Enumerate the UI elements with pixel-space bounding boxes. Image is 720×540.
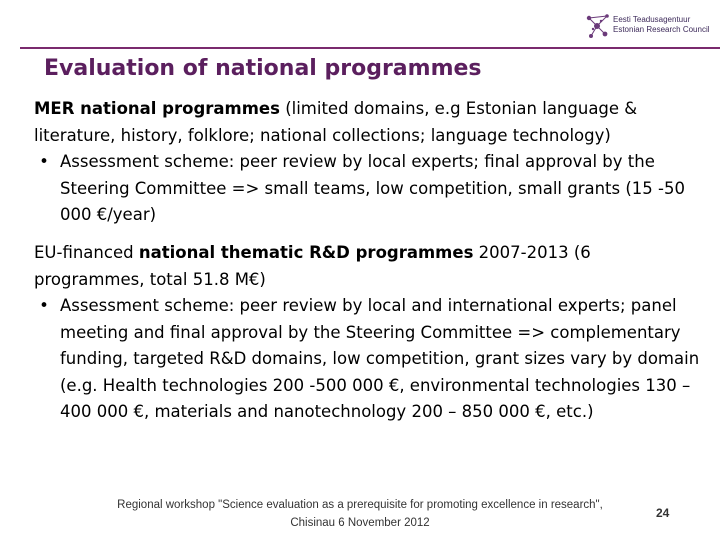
- page-number: 24: [656, 506, 670, 520]
- section1-intro: [34, 96, 704, 149]
- logo-line-english: Estonian Research Council: [613, 25, 710, 34]
- research-council-logo: [585, 12, 710, 42]
- footer-line-2: Chisinau 6 November 2012: [290, 517, 430, 529]
- section-eu-programmes: [34, 240, 704, 426]
- research-council-logo-icon: [585, 12, 611, 40]
- section1-intro-rest: (limited domains, e.g Estonian language & literature, history, folklore; national collections; language technology): [34, 99, 638, 145]
- section1-bullet: [34, 149, 704, 229]
- footer-line-1: Regional workshop "Science evaluation as a prerequisite for promoting excellence in research",: [117, 499, 603, 511]
- header-divider: [20, 47, 720, 49]
- bullet-marker: •: [39, 296, 49, 315]
- section-mer-programmes: [34, 96, 704, 229]
- section2-bullet: [34, 293, 704, 426]
- slide-title: Evaluation of national programmes: [44, 56, 482, 81]
- section2-intro: [34, 240, 704, 293]
- section2-intro-bold: national thematic R&D programmes: [138, 243, 474, 262]
- logo-text: [613, 15, 710, 35]
- bullet-marker: •: [39, 152, 49, 171]
- section2-intro-pre: EU-financed: [34, 243, 139, 262]
- logo-line-estonian: Eesti Teadusagentuur: [613, 15, 691, 24]
- section2-intro-rest: 2007-2013 (6 programmes, total 51.8 M€): [34, 243, 591, 289]
- section1-intro-bold: MER national programmes: [34, 99, 280, 118]
- section1-bullet-text: Assessment scheme: peer review by local experts; final approval by the Steering Committee => small teams, low competition, small grants (15 -50 000 €/year): [60, 152, 685, 224]
- section2-bullet-text: Assessment scheme: peer review by local and international experts; panel meeting and final approval by the Steering Committee => complementary funding, targeted R&D domains, low competition, grant sizes vary by domain (e.g. Health technologies 200 -500 000 €, environmental technologies 130 – 400 000 €, materials and nanotechnology 200 – 850 000 €, etc.): [60, 296, 700, 421]
- footer-caption: [70, 496, 650, 532]
